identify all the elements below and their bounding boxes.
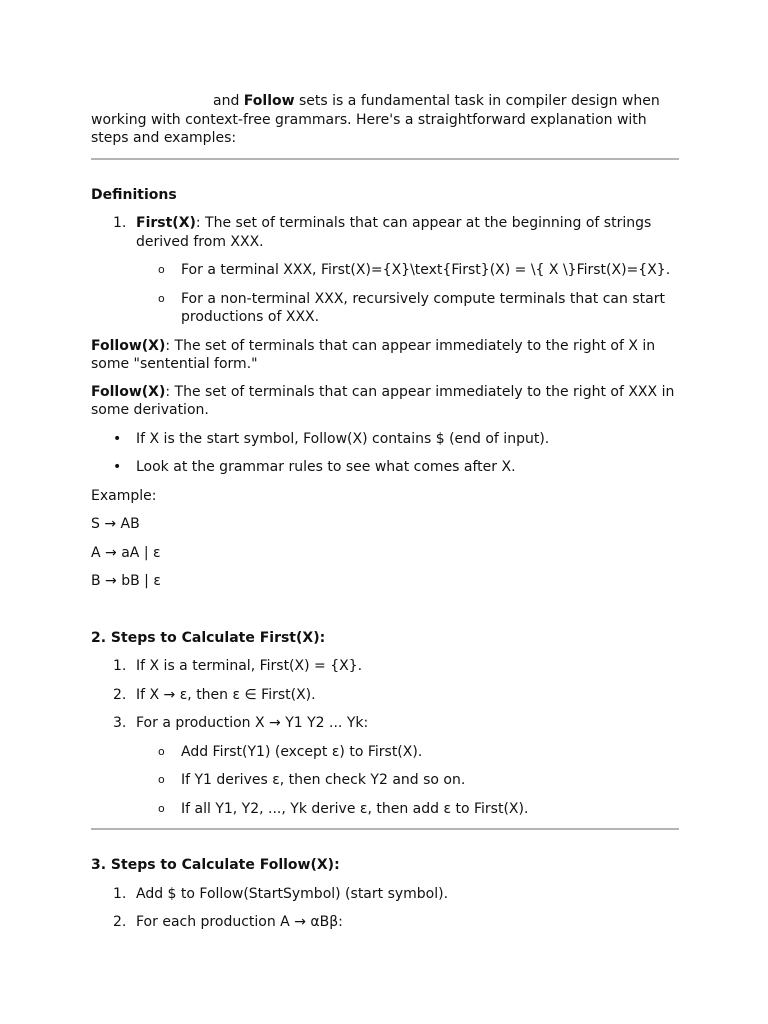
follow-definition-1 [91,337,679,374]
production-rule: B → bB | ε [91,573,161,589]
sub-bullet-marker: o [158,263,165,276]
list-item-text: Add $ to Follow(StartSymbol) (start symbol). [136,885,449,902]
list-number: 1. [113,215,127,231]
divider-2 [91,828,679,830]
follow-term: Follow(X) [91,337,166,354]
follow-steps-heading: 3. Steps to Calculate Follow(X): [91,857,340,873]
bullet-text: If X is the start symbol, Follow(X) contains $ (end of input). [136,430,550,447]
intro-bold-follow: Follow [243,93,295,109]
numbered-list-item [91,913,679,932]
first-steps-heading: 2. Steps to Calculate First(X): [91,629,326,646]
follow-definition-text: : The set of terminals that can appear immediately to the right of X in some "sentential form." [91,337,656,372]
sub-item-text: For a non-terminal XXX, recursively compute terminals that can start productions of XXX. [181,290,665,325]
list-number: 2. [113,914,127,930]
sub-list-item [91,800,679,819]
list-item-text: If X is a terminal, First(X) = {X}. [136,658,363,674]
list-number: 3. [113,715,127,731]
numbered-list-item [91,714,679,733]
list-number: 2. [113,686,127,703]
list-number: 1. [113,658,127,674]
production-rule: S → AB [91,516,140,532]
bullet-text: Look at the grammar rules to see what comes after X. [136,459,516,475]
list-number: 1. [113,885,127,902]
example-label: Example: [91,487,157,504]
divider-1 [91,158,679,160]
sub-bullet-marker: o [158,744,165,758]
sub-list-item [91,290,679,327]
intro-paragraph [91,92,679,148]
sub-bullet-marker: o [158,773,165,786]
sub-item-text: If all Y1, Y2, ..., Yk derive ε, then add ε to First(X). [181,800,529,817]
bullet-marker: • [113,459,122,475]
sub-item-text: If Y1 derives ε, then check Y2 and so on. [181,772,466,788]
list-item-text: If X → ε, then ε ∈ First(X). [136,686,316,703]
numbered-list-item [91,657,679,676]
sub-list-item [91,771,679,790]
bullet-list-item [91,458,679,477]
first-definition: : The set of terminals that can appear at the beginning of strings derived from XXX. [136,215,652,250]
document-content [91,92,679,942]
follow-term: Follow(X) [91,383,166,400]
sub-list-item [91,743,679,762]
follow-definition-text: : The set of terminals that can appear immediately to the right of XXX in some derivation. [91,383,675,418]
sub-bullet-marker: o [158,801,165,815]
production-rule: A → aA | ε [91,544,161,561]
bullet-marker: • [113,430,122,447]
first-term: First(X) [136,215,196,231]
sub-item-text: For a terminal XXX, First(X)={X}\text{First}(X) = \{ X \}First(X)={X}. [181,262,671,278]
intro-post: sets is a fundamental task in compiler design when working with context-free grammars. Here's a straightforward explanation with steps and examples: [91,93,660,146]
intro-pre: and [213,93,244,109]
sub-bullet-marker: o [158,291,165,305]
follow-definition-2 [91,383,679,420]
list-item-text: For a production X → Y1 Y2 ... Yk: [136,715,369,731]
sub-item-text: Add First(Y1) (except ε) to First(X). [181,743,423,760]
sub-list-item [91,261,679,280]
list-item-text: For each production A → αBβ: [136,914,343,930]
definition-first-item [91,214,679,251]
bullet-list-item [91,430,679,449]
numbered-list-item [91,686,679,705]
definitions-heading: Definitions [91,186,177,203]
numbered-list-item [91,885,679,904]
